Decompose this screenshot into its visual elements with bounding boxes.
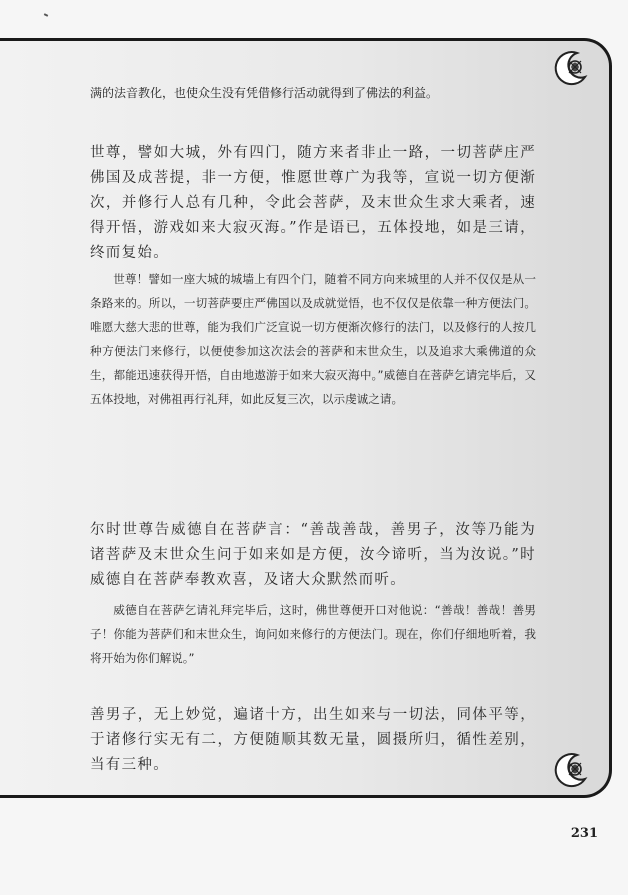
- scripture-paragraph-1: 世尊，譬如大城，外有四门，随方来者非止一路，一切菩萨庄严佛国及成菩提，非一方便，惟愿世尊广为我等，宣说一切方便渐次，并修行人总有几种，令此会菩萨，及末世众生求大乘者，速得开悟，游戏如来大寂灭海。”作是语已，五体投地，如是三请，终而复始。: [90, 145, 536, 261]
- content-panel: [0, 38, 612, 798]
- scripture-paragraph-3: 善男子，无上妙觉，遍诸十方，出生如来与一切法，同体平等，于诸修行实无有二，方便随顺其数无量，圆摄所归，循性差别，当有三种。: [90, 707, 536, 773]
- translation-paragraph-1: 世尊！譬如一座大城的城墙上有四个门，随着不同方向来城里的人并不仅仅是从一条路来的。所以，一切菩萨要庄严佛国以及成就觉悟，也不仅仅是依靠一种方便法门。唯愿大慈大悲的世尊，能为我们广泛宣说一切方便渐次修行的法门，以及修行的人按几种方便法门来修行，以便使参加这次法会的菩萨和末世众生，以及追求大乘佛道的众生，都能迅速获得开悟，自由地遨游于如来大寂灭海中。”威德自在菩萨乞请完毕后，又五体投地，对佛祖再行礼拜，如此反复三次，以示虔诚之请。: [90, 272, 536, 406]
- scan-speck: [44, 13, 48, 17]
- lotus-ornament-icon: [551, 749, 591, 789]
- lotus-ornament-icon: [551, 47, 591, 87]
- page-number: 231: [570, 826, 598, 841]
- intro-paragraph: 满的法音教化，也使众生没有凭借修行活动就得到了佛法的利益。: [90, 86, 439, 100]
- scripture-paragraph-2: 尔时世尊告威德自在菩萨言：“善哉善哉，善男子，汝等乃能为诸菩萨及末世众生问于如来如是方便，汝今谛听，当为汝说。”时威德自在菩萨奉教欢喜，及诸大众默然而听。: [90, 522, 536, 588]
- translation-paragraph-2: 威德自在菩萨乞请礼拜完毕后，这时，佛世尊便开口对他说：“善哉！善哉！善男子！你能为菩萨们和末世众生，询问如来修行的方便法门。现在，你们仔细地听着，我将开始为你们解说。”: [90, 603, 536, 665]
